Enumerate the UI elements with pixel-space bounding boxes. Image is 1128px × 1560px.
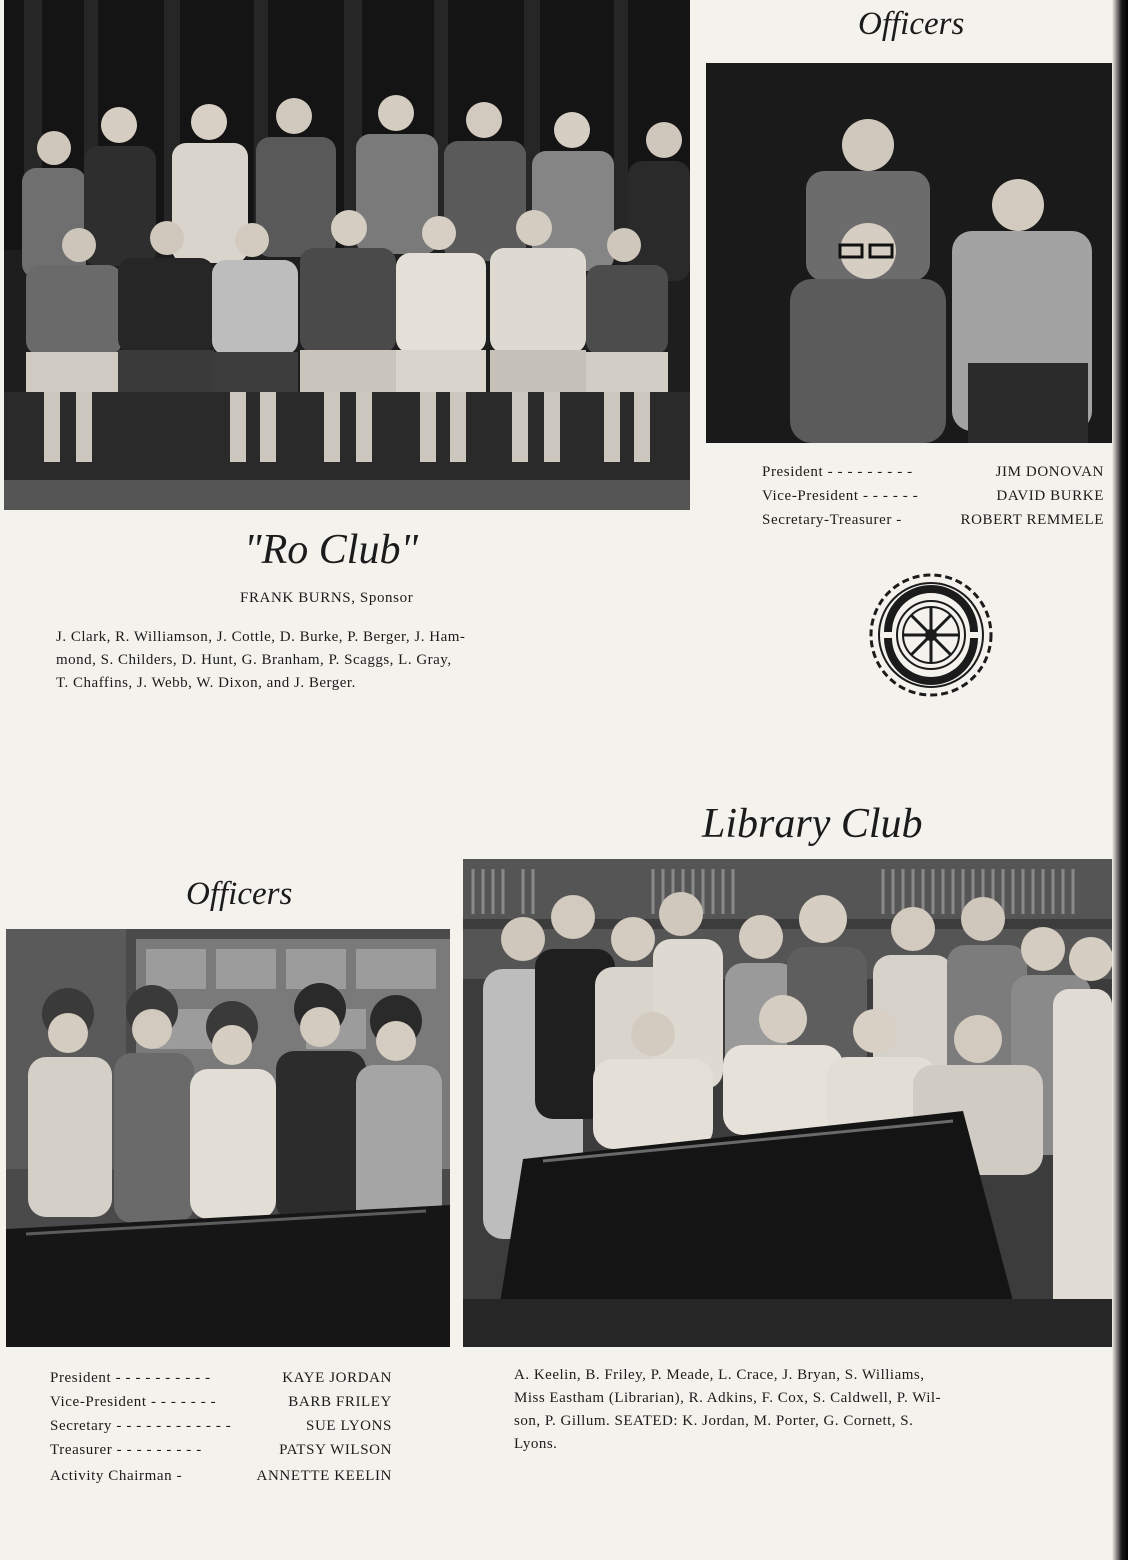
officer-name: KAYE JORDAN bbox=[282, 1370, 392, 1386]
officer-role: Treasurer - - - - - - - - - bbox=[50, 1442, 202, 1458]
library-officer-row bbox=[50, 1394, 392, 1411]
officer-role: Vice-President - - - - - - - bbox=[50, 1394, 217, 1410]
ro-officers-heading: Officers bbox=[858, 6, 965, 42]
officer-name: PATSY WILSON bbox=[279, 1442, 392, 1458]
officer-name: SUE LYONS bbox=[306, 1418, 392, 1434]
ro-officer-row bbox=[762, 488, 1104, 505]
officer-name: ANNETTE KEELIN bbox=[256, 1468, 392, 1484]
ro-club-title: "Ro Club" bbox=[244, 527, 419, 573]
library-officer-row bbox=[50, 1442, 392, 1459]
ro-officer-row bbox=[762, 464, 1104, 481]
officer-name: JIM DONOVAN bbox=[995, 464, 1104, 480]
library-club-group-photo bbox=[463, 859, 1112, 1347]
members-line: T. Chaffins, J. Webb, W. Dixon, and J. Berger. bbox=[56, 675, 356, 691]
library-officer-row bbox=[50, 1468, 392, 1485]
library-club-title: Library Club bbox=[702, 801, 923, 847]
officer-name: DAVID BURKE bbox=[996, 488, 1104, 504]
rotary-international-logo bbox=[866, 570, 996, 700]
scan-page-edge bbox=[1112, 0, 1128, 1560]
members-line: A. Keelin, B. Friley, P. Meade, L. Crace, J. Bryan, S. Williams, bbox=[514, 1367, 925, 1383]
library-officer-row bbox=[50, 1370, 392, 1387]
library-officers-photo bbox=[6, 929, 450, 1347]
officer-role: President - - - - - - - - - bbox=[762, 464, 913, 480]
members-line: J. Clark, R. Williamson, J. Cottle, D. Burke, P. Berger, J. Ham- bbox=[56, 629, 466, 645]
members-line: Lyons. bbox=[514, 1436, 558, 1452]
officer-name: BARB FRILEY bbox=[288, 1394, 392, 1410]
members-line: son, P. Gillum. SEATED: K. Jordan, M. Porter, G. Cornett, S. bbox=[514, 1413, 914, 1429]
library-club-members bbox=[514, 1364, 1104, 1456]
ro-club-members bbox=[56, 626, 656, 695]
ro-officer-row bbox=[762, 512, 1104, 529]
ro-club-officers-photo bbox=[706, 63, 1112, 443]
officer-role: President - - - - - - - - - - bbox=[50, 1370, 211, 1386]
members-line: Miss Eastham (Librarian), R. Adkins, F. Cox, S. Caldwell, P. Wil- bbox=[514, 1390, 942, 1406]
library-officers-heading: Officers bbox=[186, 876, 293, 912]
library-officer-row bbox=[50, 1418, 392, 1435]
officer-role: Secretary - - - - - - - - - - - - bbox=[50, 1418, 232, 1434]
members-line: mond, S. Childers, D. Hunt, G. Branham, P. Scaggs, L. Gray, bbox=[56, 652, 452, 668]
officer-role: Vice-President - - - - - - bbox=[762, 488, 919, 504]
ro-club-sponsor: FRANK BURNS, Sponsor bbox=[240, 590, 414, 606]
ro-club-group-photo bbox=[4, 0, 690, 510]
officer-name: ROBERT REMMELE bbox=[960, 512, 1104, 528]
officer-role: Secretary-Treasurer - bbox=[762, 512, 902, 528]
officer-role: Activity Chairman - bbox=[50, 1468, 183, 1484]
